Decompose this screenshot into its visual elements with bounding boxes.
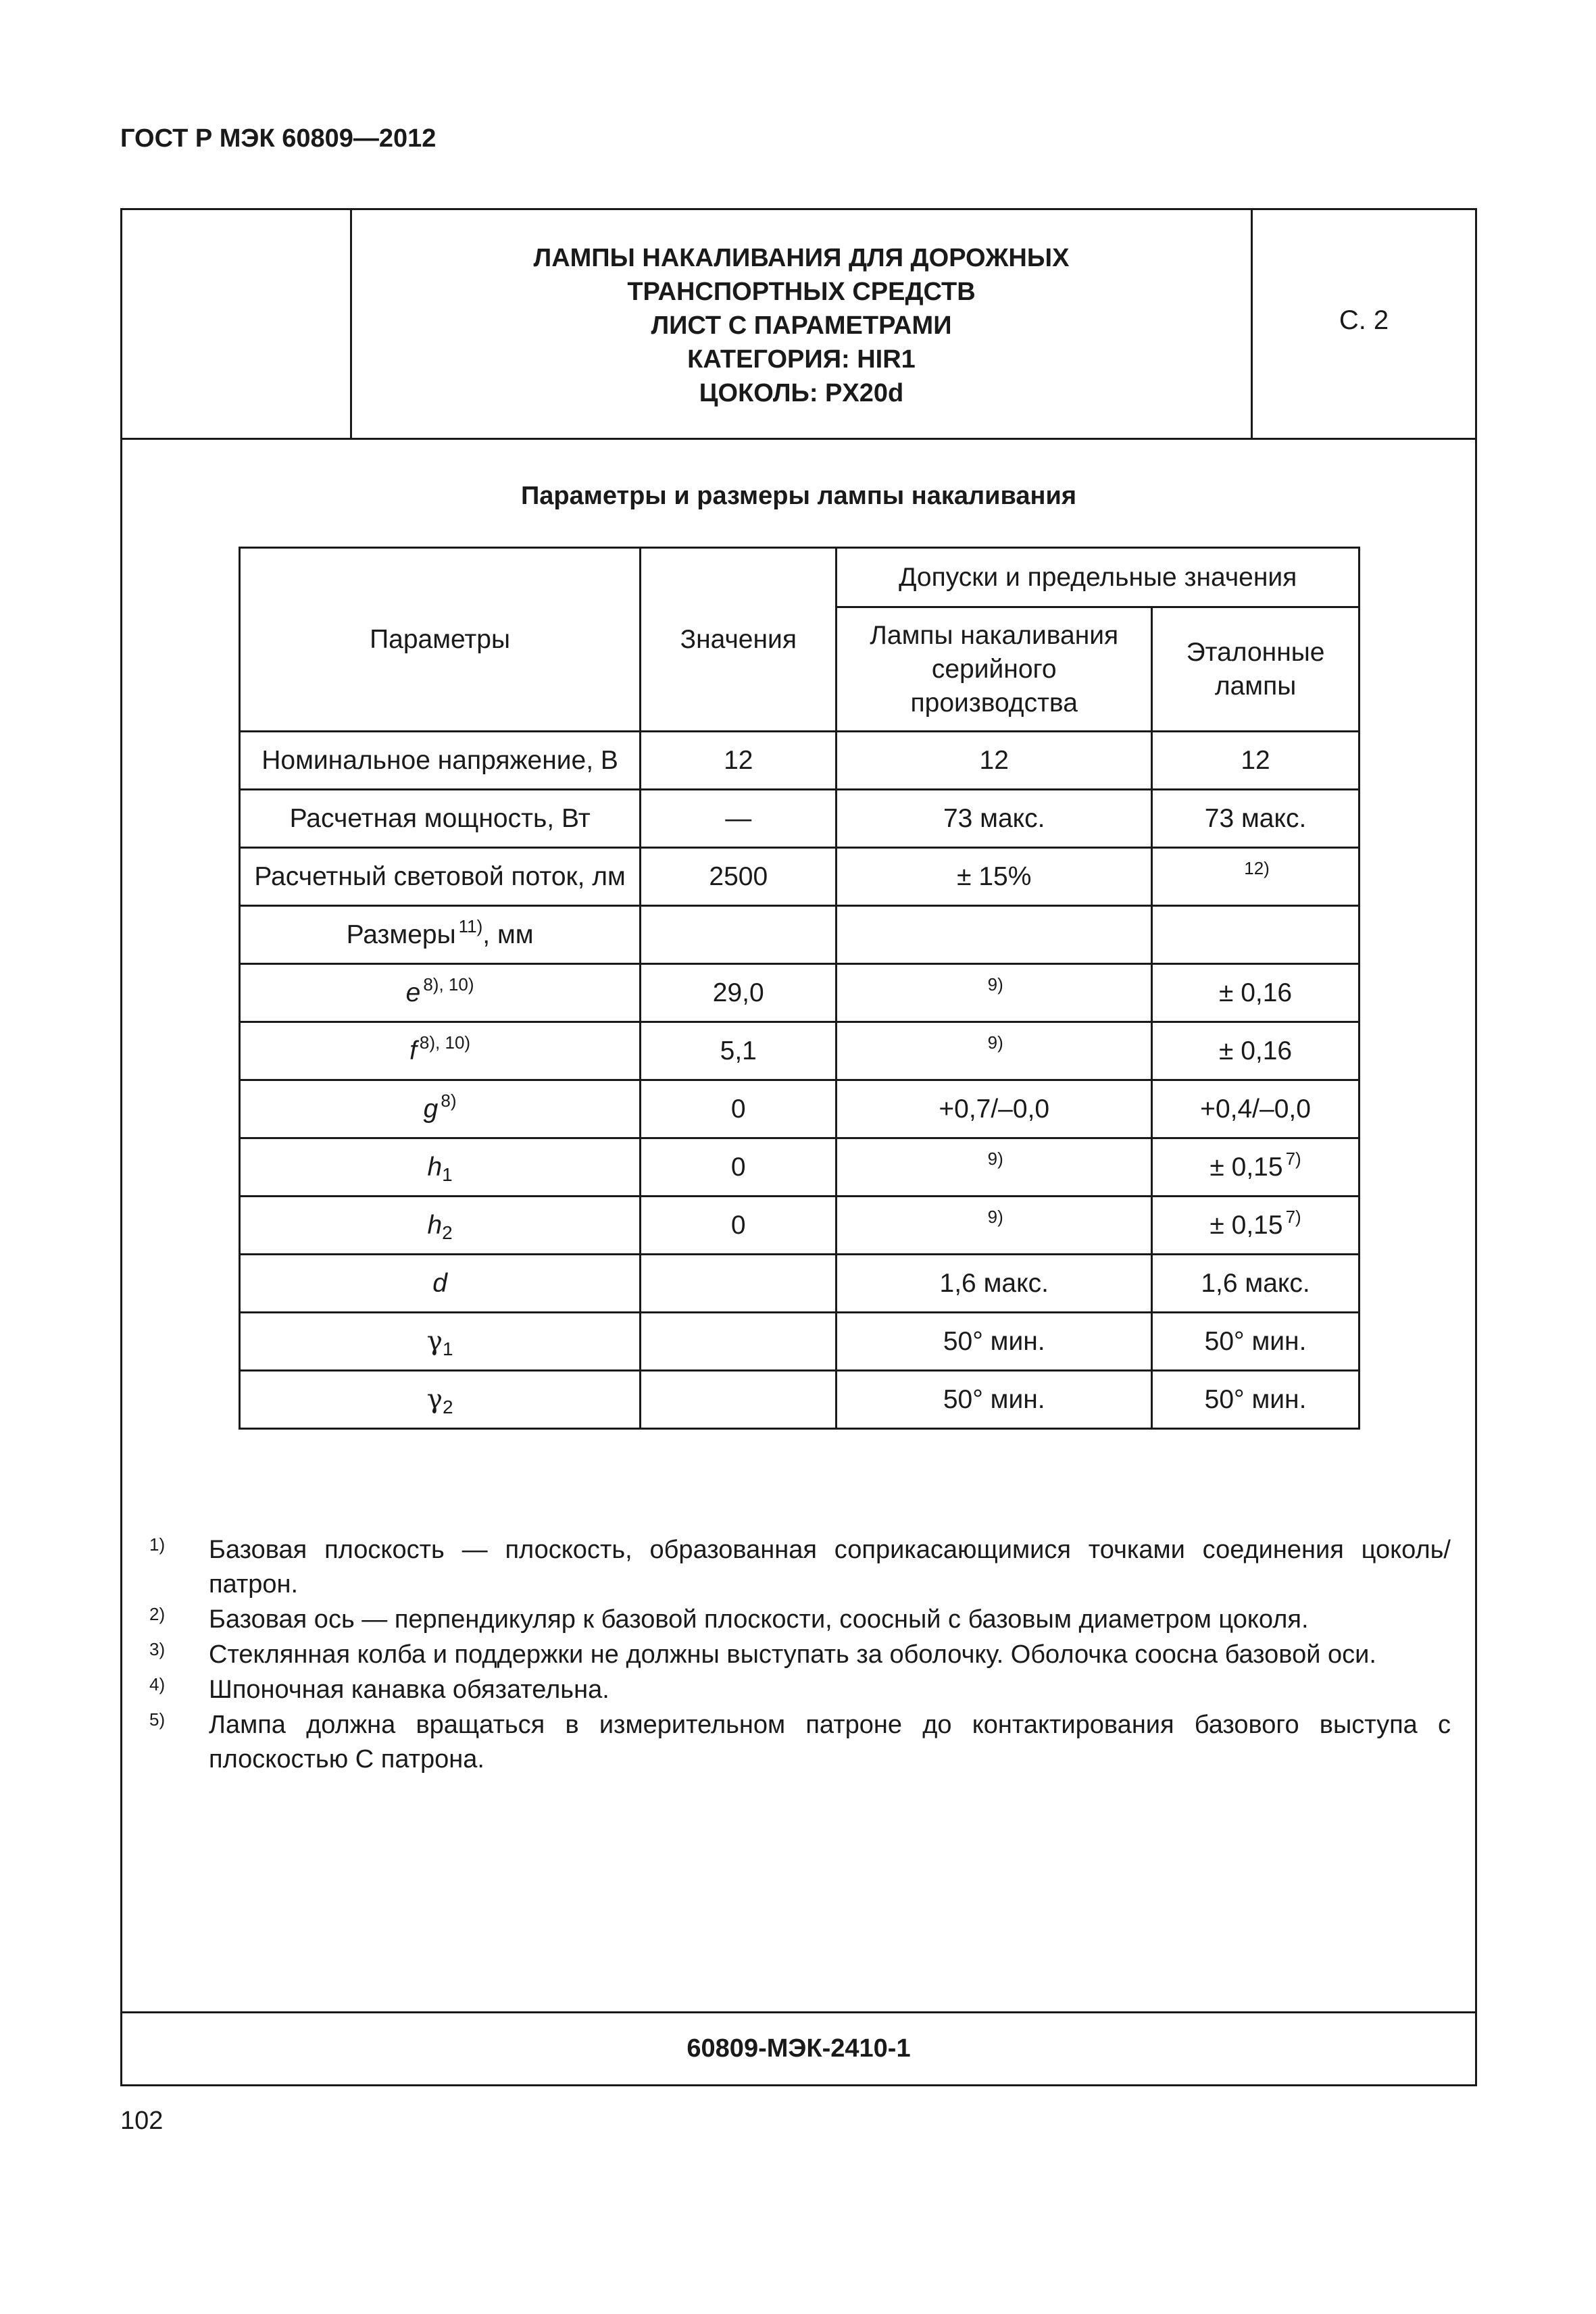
footnote: 5) Лампа должна вращаться в измерительном патроне до контактирования базового выступа с плоскостью С патрона. — [149, 1709, 1451, 1774]
header-title-line: ЛИСТ С ПАРАМЕТРАМИ — [651, 311, 952, 340]
row-reference: ± 0,16 — [1152, 1022, 1360, 1080]
row-value: — — [641, 790, 837, 848]
row-serial — [837, 1138, 1152, 1197]
col-header-serial: Лампы накаливания серийного производства — [837, 607, 1152, 732]
row-label — [240, 906, 641, 964]
footnote-ref: 7) — [1285, 1148, 1301, 1169]
header-title-line: ЦОКОЛЬ: PX20d — [699, 378, 904, 407]
footnote: 1) Базовая плоскость — плоскость, образованная соприкасающимися точками соединения цоколь/патрон. — [149, 1534, 1451, 1599]
footnote-ref: 8), 10) — [419, 1032, 471, 1053]
table-row — [240, 1197, 1360, 1255]
table-row — [240, 790, 1360, 848]
row-reference: ± 0,15 $^{7)}$ — [1152, 1197, 1360, 1255]
table-row — [240, 732, 1360, 790]
row-reference — [1152, 848, 1360, 906]
table-row — [240, 1371, 1360, 1429]
row-serial — [837, 1022, 1152, 1080]
footnote-ref: 7) — [1285, 1206, 1301, 1227]
row-value: 29,0 — [641, 964, 837, 1022]
row-serial: 50° мин. — [837, 1313, 1152, 1371]
sheet-frame — [120, 208, 1477, 2086]
footnote-ref: 9) — [987, 1032, 1003, 1053]
header-title-line: КАТЕГОРИЯ: HIR1 — [687, 345, 916, 374]
row-label-unit: , мм — [482, 920, 534, 949]
dimension-symbol: f $^{8), 10)}$ — [240, 1022, 641, 1080]
footnotes — [149, 1533, 1451, 1778]
col-header-tolerances: Допуски и предельные значения — [837, 548, 1360, 607]
document-id: ГОСТ Р МЭК 60809—2012 — [120, 124, 437, 153]
sheet-code: 60809-МЭК-2410-1 — [122, 2011, 1475, 2084]
header-title-line: ЛАМПЫ НАКАЛИВАНИЯ ДЛЯ ДОРОЖНЫХ — [533, 243, 1070, 272]
table-row — [240, 964, 1360, 1022]
footnote-ref: 8) — [441, 1090, 457, 1111]
footnote-ref: 9) — [987, 1148, 1003, 1169]
col-header-reference: Эталонные лампы — [1152, 607, 1360, 732]
dimension-symbol: $\gamma_1$ — [240, 1313, 641, 1371]
row-value: 5,1 — [641, 1022, 837, 1080]
header-title-line: ТРАНСПОРТНЫХ СРЕДСТВ — [627, 277, 976, 306]
footnote: 4) Шпоночная канавка обязательна. — [149, 1674, 609, 1704]
col-header-params: Параметры — [240, 548, 641, 732]
row-label-text: Размеры — [346, 920, 456, 949]
dimension-symbol: g $^{8)}$ — [240, 1080, 641, 1138]
row-serial: 50° мин. — [837, 1371, 1152, 1429]
dimension-symbol: $\gamma_2$ — [240, 1371, 641, 1429]
row-value: 0 — [641, 1080, 837, 1138]
table-row — [240, 1255, 1360, 1313]
footnote-ref: 11) — [458, 915, 483, 936]
row-serial: +0,7/–0,0 — [837, 1080, 1152, 1138]
header-left-cell — [122, 210, 352, 438]
row-serial: 12 — [837, 732, 1152, 790]
row-value: 12 — [641, 732, 837, 790]
footnote: 2) Базовая ось — перпендикуляр к базовой плоскости, соосный с базовым диаметром цоколя. — [149, 1604, 1309, 1634]
dimension-symbol: $h_2$ — [240, 1197, 641, 1255]
row-serial — [837, 1197, 1152, 1255]
row-reference: ± 0,16 — [1152, 964, 1360, 1022]
dimension-symbol: e $^{8), 10)}$ — [240, 964, 641, 1022]
row-value: 2500 — [641, 848, 837, 906]
row-label: Расчетная мощность, Вт — [240, 790, 641, 848]
row-reference: +0,4/–0,0 — [1152, 1080, 1360, 1138]
row-reference: 50° мин. — [1152, 1371, 1360, 1429]
table-row — [240, 1080, 1360, 1138]
footnote: 3) Стеклянная колба и поддержки не должны выступать за оболочку. Оболочка соосна базовой оси. — [149, 1639, 1376, 1669]
sheet-number: С. 2 — [1339, 305, 1389, 335]
row-label: Номинальное напряжение, В — [240, 732, 641, 790]
footnote-ref: 12) — [1244, 857, 1270, 878]
col-header-values: Значения — [641, 548, 837, 732]
table-row — [240, 1313, 1360, 1371]
table-caption: Параметры и размеры лампы накаливания — [520, 482, 1077, 510]
row-serial: 1,6 макс. — [837, 1255, 1152, 1313]
row-value: 0 — [641, 1138, 837, 1197]
dimension-symbol: $h_1$ — [240, 1138, 641, 1197]
row-serial: ± 15% — [837, 848, 1152, 906]
row-serial: 73 макс. — [837, 790, 1152, 848]
row-reference: 12 — [1152, 732, 1360, 790]
parameters-table — [239, 547, 1360, 1430]
footnote-ref: 8), 10) — [423, 974, 474, 995]
row-reference: ± 0,15 $^{7)}$ — [1152, 1138, 1360, 1197]
table-row — [240, 906, 1360, 964]
page-number: 102 — [120, 2107, 164, 2135]
row-reference: 50° мин. — [1152, 1313, 1360, 1371]
sheet-header — [122, 210, 1475, 440]
row-reference: 73 макс. — [1152, 790, 1360, 848]
row-serial — [837, 964, 1152, 1022]
dimension-symbol: d — [240, 1255, 641, 1313]
header-title — [352, 210, 1253, 438]
row-label: Расчетный световой поток, лм — [240, 848, 641, 906]
footnote-ref: 9) — [987, 974, 1003, 995]
row-value: 0 — [641, 1197, 837, 1255]
table-row — [240, 848, 1360, 906]
table-row — [240, 1138, 1360, 1197]
row-reference: 1,6 макс. — [1152, 1255, 1360, 1313]
footnote-ref: 9) — [987, 1206, 1003, 1227]
table-row — [240, 1022, 1360, 1080]
